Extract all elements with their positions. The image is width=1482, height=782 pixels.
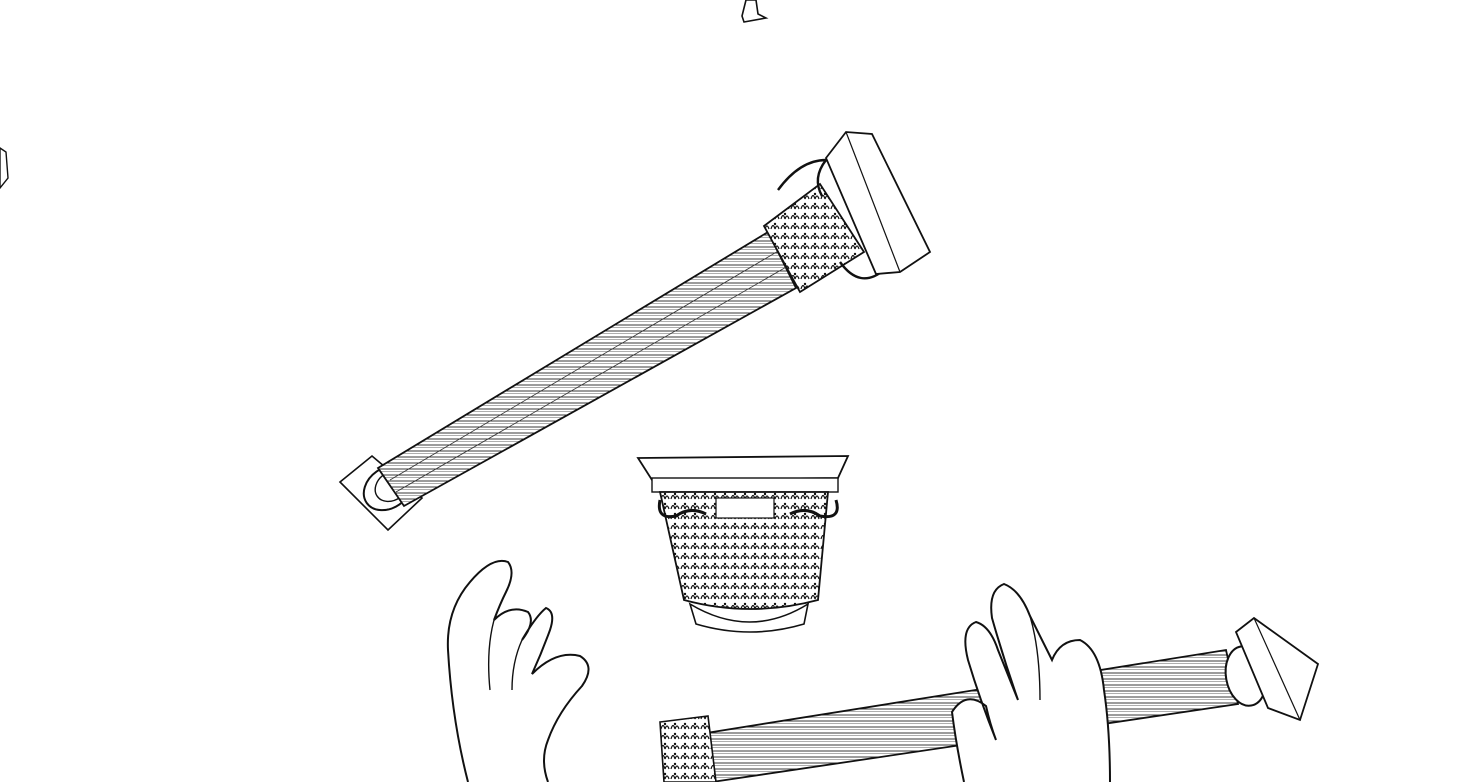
small-fragment-top bbox=[742, 0, 766, 22]
left-hand bbox=[448, 561, 589, 782]
right-hand bbox=[952, 584, 1110, 782]
column-capital bbox=[764, 132, 930, 292]
corinthian-capital bbox=[638, 456, 848, 632]
edge-fragment-left bbox=[0, 148, 8, 188]
